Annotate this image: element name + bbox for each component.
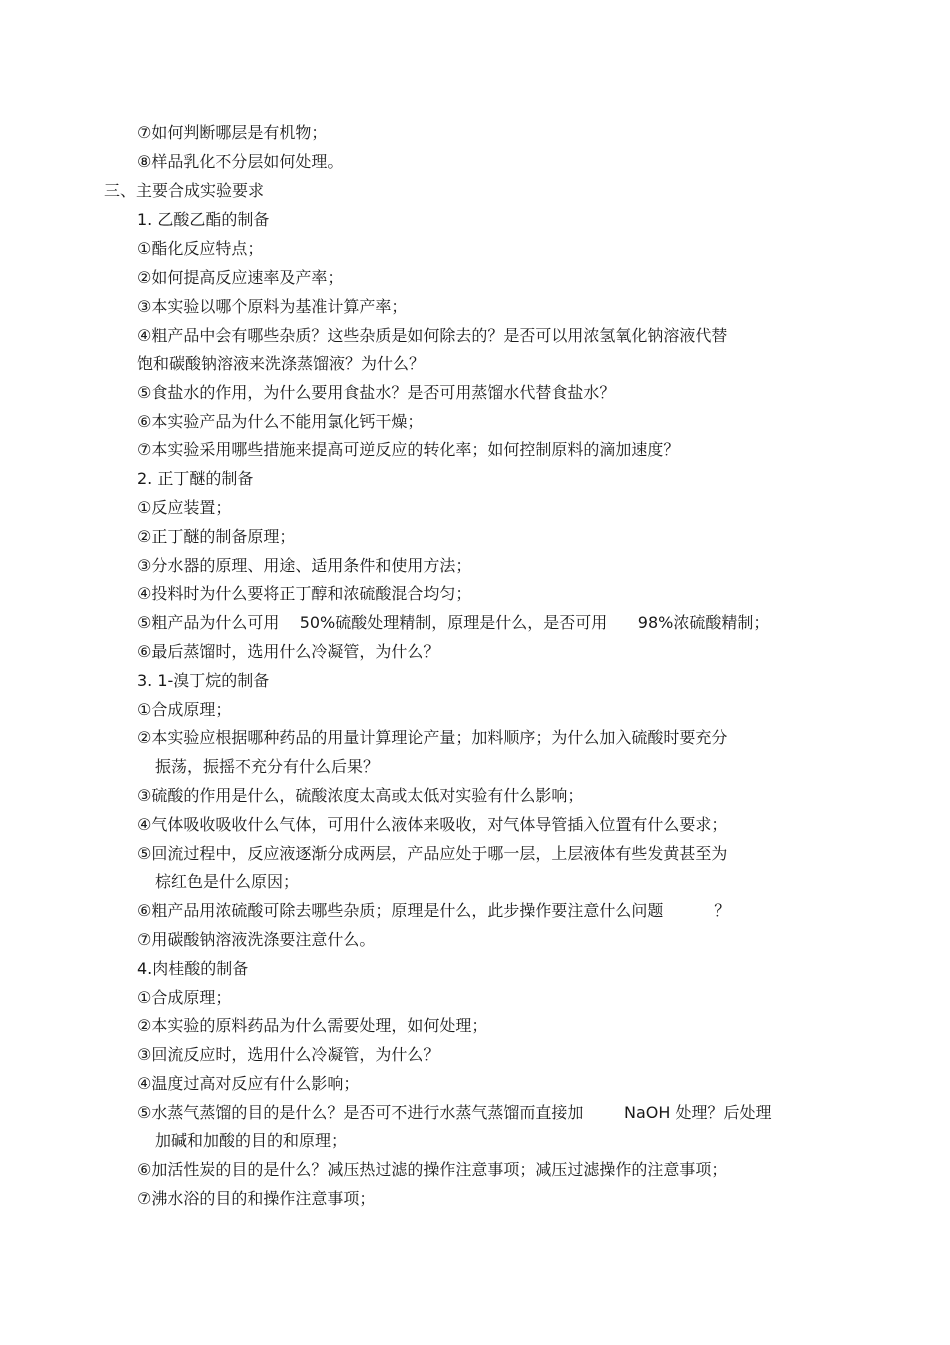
- text-line: ②正丁醚的制备原理；: [137, 527, 296, 546]
- text-line: 加碱和加酸的目的和原理；: [155, 1131, 348, 1150]
- text-line: ⑧样品乳化不分层如何处理。: [137, 152, 344, 171]
- text-line: ⑥本实验产品为什么不能用氯化钙干燥；: [137, 412, 424, 431]
- text-line: ②本实验的原料药品为什么需要处理，如何处理；: [137, 1016, 488, 1035]
- text-line: ⑦如何判断哪层是有机物；: [137, 123, 328, 142]
- text-line: ⑤水蒸气蒸馏的目的是什么？是否可不进行水蒸气蒸馏而直接加 NaOH 处理？后处理: [137, 1103, 772, 1122]
- section-heading: 三、主要合成实验要求: [104, 181, 265, 200]
- text-line: ④温度过高对反应有什么影响；: [137, 1074, 360, 1093]
- text-line: ⑦用碳酸钠溶液洗涤要注意什么。: [137, 930, 376, 949]
- text-line: ③回流反应时，选用什么冷凝管，为什么？: [137, 1045, 440, 1064]
- text-line: ⑥最后蒸馏时，选用什么冷凝管，为什么？: [137, 642, 440, 661]
- text-line: ⑥加活性炭的目的是什么？减压热过滤的操作注意事项；减压过滤操作的注意事项；: [137, 1160, 728, 1179]
- text-line: ③分水器的原理、用途、适用条件和使用方法；: [137, 556, 472, 575]
- text-line: ③本实验以哪个原料为基准计算产率；: [137, 297, 408, 316]
- text-line: ⑤食盐水的作用，为什么要用食盐水？是否可用蒸馏水代替食盐水？: [137, 383, 616, 402]
- text-line: ⑤粗产品为什么可用 50%硫酸处理精制，原理是什么，是否可用 98%浓硫酸精制；: [137, 613, 770, 632]
- subsection-heading: 3. 1-溴丁烷的制备: [137, 671, 270, 690]
- text-line: ①酯化反应特点；: [137, 239, 264, 258]
- text-line: ⑤回流过程中，反应液逐渐分成两层，产品应处于哪一层，上层液体有些发黄甚至为: [137, 844, 728, 863]
- text-line: ④气体吸收吸收什么气体，可用什么液体来吸收，对气体导管插入位置有什么要求；: [137, 815, 728, 834]
- text-line: ⑦沸水浴的目的和操作注意事项；: [137, 1189, 376, 1208]
- text-line: ②本实验应根据哪种药品的用量计算理论产量；加料顺序；为什么加入硫酸时要充分: [137, 728, 728, 747]
- subsection-heading: 1. 乙酸乙酯的制备: [137, 210, 270, 229]
- text-line: ⑥粗产品用浓硫酸可除去哪些杂质；原理是什么，此步操作要注意什么问题 ？: [137, 901, 731, 920]
- text-line: ④粗产品中会有哪些杂质？这些杂质是如何除去的？是否可以用浓氢氧化钠溶液代替: [137, 326, 728, 345]
- text-line: ⑦本实验采用哪些措施来提高可逆反应的转化率；如何控制原料的滴加速度？: [137, 440, 680, 459]
- text-line: ③硫酸的作用是什么，硫酸浓度太高或太低对实验有什么影响；: [137, 786, 584, 805]
- text-line: ④投料时为什么要将正丁醇和浓硫酸混合均匀；: [137, 584, 472, 603]
- text-line: ①合成原理；: [137, 700, 232, 719]
- text-line: 振荡，振摇不充分有什么后果？: [155, 757, 380, 776]
- text-line: 饱和碳酸钠溶液来洗涤蒸馏液？为什么？: [137, 354, 426, 373]
- subsection-heading: 2. 正丁醚的制备: [137, 469, 254, 488]
- text-line: 棕红色是什么原因；: [155, 872, 300, 891]
- text-line: ①反应装置；: [137, 498, 232, 517]
- text-line: ①合成原理；: [137, 988, 232, 1007]
- subsection-heading: 4.肉桂酸的制备: [137, 959, 249, 978]
- text-line: ②如何提高反应速率及产率；: [137, 268, 344, 287]
